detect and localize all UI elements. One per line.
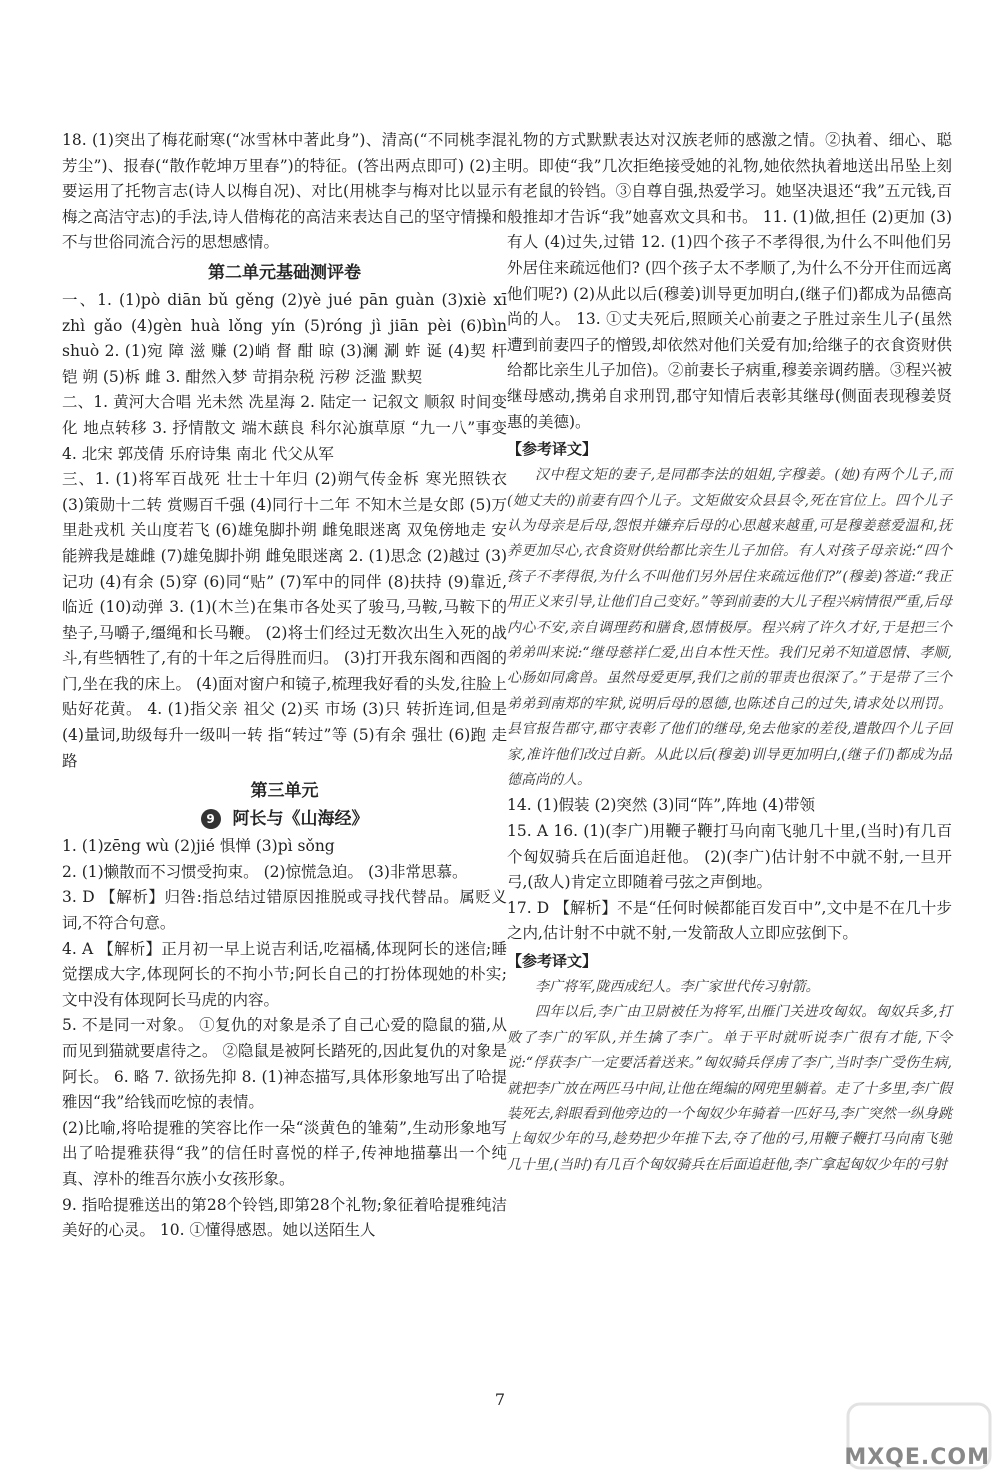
- reference-translation-title-1: 【参考译文】: [507, 440, 598, 459]
- unit3-heading: 第三单元: [250, 781, 319, 802]
- right-column: [507, 128, 952, 1178]
- section-1-answers: 一、1. (1)pò diān bǔ gěng (2)yè jué pān guàn (3)xiè xī zhì gǎo (4)gèn huà lǒng yín (5)róng jì jiān pèi (6)bìn shuò 2. (1)宛 障 滋 赚 (2)峭 督 酣 晾 (3)澜 涮 蚱 诞 (4)契 杆 铠 朔 (5)柝 雌 3. 酣然入梦 苛捐杂税 污秽 泛滥 默契: [62, 290, 507, 386]
- answer-1: 1. (1)zēng wù (2)jié 惧惮 (3)pì sǒng: [62, 837, 335, 856]
- answer-15-16: 15. A 16. (1)(李广)用鞭子鞭打马向南飞驰几十里,(当时)有几百个匈奴骑兵在后面追赶他。 (2)(李广)估计射不中就不射,一旦开弓,(敌人)肯定立即随着弓弦之声倒地。: [507, 822, 952, 892]
- answer-4: 4. A 【解析】正月初一早上说吉利话,吃福橘,体现阿长的迷信;睡觉摆成大字,体现阿长的不拘小节;阿长自己的打扮体现她的朴实;文中没有体现阿长马虎的内容。: [62, 939, 507, 1009]
- section-3-answers: 三、1. (1)将军百战死 壮士十年归 (2)朔气传金柝 寒光照铁衣 (3)策勋十二转 赏赐百千强 (4)同行十二年 不知木兰是女郎 (5)万里赴戎机 关山度若飞 (6)雄兔脚扑朔 雌兔眼迷离 双兔傍地走 安能辨我是雄雌 (7)雄兔脚扑朔 雌兔眼迷离 2. (1)思念 (2)越过 (3)记功 (4)有余 (5)穿 (6)同“贴” (7)军中的同伴 (8)扶持 (9)靠近,临近 (10)动弹 3. (1)(木兰)在集市各处买了骏马,马鞍,马鞍下的垫子,马嚼子,缰绳和长马鞭。 (2)将士们经过无数次出生入死的战斗,有些牺牲了,有的十年之后得胜而归。 (3)打开我东阁和西阁的门,坐在我的床上。 (4)面对窗户和镜子,梳理我好看的头发,往脸上贴好花黄。 4. (1)指父亲 祖父 (2)买 市场 (3)只 转折连词,但是 (4)量词,助级每升一级叫一转 指“转过”等 (5)有余 强壮 (6)跑 走路: [62, 470, 507, 770]
- left-column: [62, 128, 507, 1244]
- section-2-answers: 二、1. 黄河大合唱 光未然 冼星海 2. 陆定一 记叙文 顺叙 时间变化 地点转移 3. 抒情散文 端木蕻良 科尔沁旗草原 “九一八”事变 4. 北宋 郭茂倩 乐府诗集 南北 代父从军: [62, 393, 507, 463]
- answer-10-13: 礼物的方式默默表达对汉族老师的感激之情。②执着、细心、聪明。即使“我”几次拒绝接受她的礼物,她依然执着地送出吊坠上刻有老鼠的铃铛。③自尊自强,热爱学习。她坚决退还“我”五元钱,百般推却才告诉“我”她喜欢文具和书。 11. (1)做,担任 (2)更加 (3)有人 (4)过失,过错 12. (1)四个孩子不孝得很,为什么不叫他们另外居住来疏远他们? (四个孩子太不孝顺了,为什么不分开住而远离他们呢?) (2)从此以后(穆姜)训导更加明白,(继子们)都成为品德高尚的人。 13. ①丈夫死后,照顾关心前妻之子胜过亲生儿子(虽然遭到前妻四子的憎毁,却依然对他们关爱有加;给继子的衣食资财供给都比亲生儿子加倍)。②前妻长子病重,穆姜亲调药膳。③程兴被继母感动,携弟自求刑罚,郡守知情后表彰其继母(侧面表现穆姜贤惠的美德)。: [507, 131, 952, 431]
- reference-translation-1: 汉中程文矩的妻子,是同郡李法的姐姐,字穆姜。(她)有两个儿子,而(她丈夫的)前妻有四个儿子。文矩做安众县县令,死在官位上。四个儿子认为母亲是后母,怨恨并嫌弃后母的心思越来越重,可是穆姜慈爱温和,抚养更加尽心,衣食资财供给都比亲生儿子加倍。有人对孩子母亲说:“四个孩子不孝得很,为什么不叫他们另外居住来疏远他们?”(穆姜)答道:“我正用正义来引导,让他们自己变好。”等到前妻的大儿子程兴病情很严重,后母内心不安,亲自调理药和膳食,恩情极厚。程兴病了许久才好,于是把三个弟弟叫来说:“继母慈祥仁爱,出自本性天性。我们兄弟不知道恩情、孝顺,心肠如同禽兽。虽然母爱更厚,我们之前的罪责也很深了。”于是带了三个弟弟到南郑的牢狱,说明后母的恩德,也陈述自己的过失,请求处以刑罚。县官报告郡守,郡守表彰了他们的继母,免去他家的差役,遣散四个儿子回家,准许他们改过自新。从此以后(穆姜)训导更加明白,(继子们)都成为品德高尚的人。: [507, 467, 952, 788]
- unit2-heading: 第二单元基础测评卷: [208, 262, 361, 283]
- reference-translation-2b: 四年以后,李广由卫尉被任为将军,出雁门关进攻匈奴。匈奴兵多,打败了李广的军队,并生擒了李广。单于平时就听说李广很有才能,下令说:“俘获李广一定要活着送来。”匈奴骑兵俘虏了李广,当时李广受伤生病,就把李广放在两匹马中间,让他在绳编的网兜里躺着。走了十多里,李广假装死去,斜眼看到他旁边的一个匈奴少年骑着一匹好马,李广突然一纵身跳上匈奴少年的马,趁势把少年推下去,夺了他的弓,用鞭子鞭打马向南飞驰几十里,(当时)有几百个匈奴骑兵在后面追赶他,李广拿起匈奴少年的弓射: [507, 1004, 952, 1173]
- answer-8b: (2)比喻,将哈提雅的笑容比作一朵“淡黄色的雏菊”,生动形象地写出了哈提雅获得“我”的信任时喜悦的样子,传神地描摹出一个纯真、淳朴的维吾尔族小女孩形象。: [62, 1118, 507, 1188]
- page-number: 7: [494, 1390, 506, 1409]
- answer-3: 3. D 【解析】归咎:指总结过错原因推脱或寻找代替品。属贬义词,不符合句意。: [62, 888, 507, 933]
- answer-5-8: 5. 不是同一对象。 ①复仇的对象是杀了自己心爱的隐鼠的猫,从而见到猫就要虐待之。 ②隐鼠是被阿长踏死的,因此复仇的对象是阿长。 6. 略 7. 欲扬先抑 8. (1)神态描写,具体形象地写出了哈提雅因“我”给钱而吃惊的表情。: [62, 1016, 507, 1112]
- answer-9-10: 9. 指哈提雅送出的第28个铃铛,即第28个礼物;象征着哈提雅纯洁美好的心灵。 10. ①懂得感恩。她以送陌生人: [62, 1195, 507, 1240]
- answer-17: 17. D 【解析】不是“任何时候都能百发百中”,文中是不在几十步之内,估计射不中就不射,一发箭敌人立即应弦倒下。: [507, 898, 952, 943]
- reference-translation-title-2: 【参考译文】: [507, 951, 598, 970]
- watermark-text: MXQE.COM: [844, 1445, 990, 1470]
- answer-14: 14. (1)假装 (2)突然 (3)同“阵”,阵地 (4)带领: [507, 796, 815, 815]
- answer-18: 18. (1)突出了梅花耐寒(“冰雪林中著此身”)、清高(“不同桃李混芳尘”)、报春(“散作乾坤万里春”)的特征。(答出两点即可) (2)主要运用了托物言志(诗人以梅自况)、对比(用桃李与梅对比以显示梅之高洁守志)的手法,诗人借梅花的高洁来表达自己的坚守情操和不与世俗同流合污的思想感情。: [62, 131, 507, 252]
- lesson-title-text: 阿长与《山海经》: [232, 809, 369, 830]
- reference-translation-2a: 李广将军,陇西成纪人。李广家世代传习射箭。: [535, 978, 820, 995]
- lesson-number-badge: 9: [201, 809, 221, 829]
- answer-2: 2. (1)懒散而不习惯受拘束。 (2)惊慌急迫。 (3)非常思慕。: [62, 862, 468, 881]
- lesson-title: [62, 806, 507, 832]
